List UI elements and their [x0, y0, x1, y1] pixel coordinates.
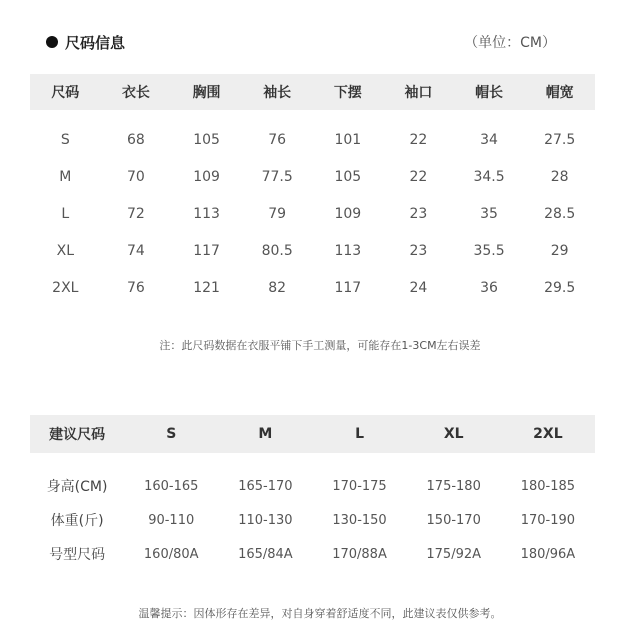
- size-cell: 113: [334, 242, 362, 259]
- section-title: 尺码信息: [65, 33, 126, 52]
- recommend-cell: 130-150: [332, 512, 387, 528]
- size-table-header-row: [30, 74, 595, 110]
- size-header-cell: 帽长: [454, 74, 525, 110]
- size-cell: L: [61, 205, 70, 222]
- size-cell: 29: [550, 242, 569, 259]
- recommend-cell: 90-110: [148, 512, 195, 528]
- size-cell: 76: [268, 131, 287, 148]
- size-cell: 109: [193, 168, 220, 185]
- size-header-cell: 帽宽: [524, 74, 595, 110]
- recommend-header-cell: XL: [407, 415, 501, 453]
- section-header: [46, 30, 556, 54]
- size-cell: 36: [480, 279, 498, 296]
- recommend-cell: 165-170: [238, 478, 293, 494]
- recommend-header-cell: 2XL: [501, 415, 595, 453]
- recommend-table-header-row: [30, 415, 595, 453]
- table-row: [30, 269, 595, 306]
- size-cell: 117: [334, 279, 362, 296]
- bullet-icon: [46, 36, 58, 48]
- size-cell: S: [60, 131, 70, 148]
- table-row: [30, 158, 595, 195]
- recommend-cell: 170-175: [332, 478, 387, 494]
- size-cell: 23: [409, 205, 428, 222]
- size-cell: 76: [127, 279, 145, 296]
- recommend-cell: 170/88A: [332, 546, 387, 562]
- table-row: [30, 453, 595, 503]
- size-cell: M: [59, 168, 72, 185]
- size-cell: 101: [334, 131, 362, 148]
- table-row: [30, 195, 595, 232]
- recommend-header-cell: M: [218, 415, 312, 453]
- size-cell: 117: [193, 242, 220, 259]
- size-table: [30, 74, 595, 306]
- size-header-cell: 尺码: [30, 74, 101, 110]
- recommend-cell: 165/84A: [238, 546, 293, 562]
- size-cell: 72: [127, 205, 145, 222]
- size-header-cell: 下摆: [313, 74, 384, 110]
- size-cell: 79: [268, 205, 287, 222]
- table-row: [30, 232, 595, 269]
- size-cell: 34: [480, 131, 498, 148]
- recommend-row-label: 体重(斤): [50, 513, 104, 529]
- size-cell: 82: [268, 279, 287, 296]
- size-cell: 105: [193, 131, 220, 148]
- size-cell: 35: [480, 205, 498, 222]
- recommend-cell: 160/80A: [143, 546, 199, 562]
- size-header-cell: 袖长: [242, 74, 313, 110]
- size-cell: 24: [409, 279, 428, 296]
- size-cell: 109: [334, 205, 362, 222]
- size-cell: 74: [127, 242, 145, 259]
- recommend-cell: 175-180: [426, 478, 481, 494]
- measurement-note: 注：此尺码数据在衣服平铺下手工测量，可能存在1-3CM左右误差: [159, 339, 481, 352]
- recommend-cell: 160-165: [144, 478, 199, 494]
- recommend-cell: 110-130: [238, 512, 293, 528]
- recommend-cell: 150-170: [426, 512, 481, 528]
- size-cell: 2XL: [52, 279, 79, 296]
- size-cell: 113: [193, 205, 220, 222]
- size-cell: 105: [334, 168, 362, 185]
- unit-label: （单位：CM）: [464, 35, 556, 51]
- size-header-cell: 胸围: [171, 74, 242, 110]
- table-row: [30, 503, 595, 537]
- recommend-row-label: 号型尺码: [49, 547, 106, 563]
- title-wrap: [46, 32, 125, 53]
- size-cell: 22: [409, 168, 428, 185]
- table-row: [30, 110, 595, 158]
- recommend-header-cell: 建议尺码: [30, 415, 124, 453]
- recommend-cell: 170-190: [520, 512, 576, 528]
- size-cell: 28: [550, 168, 569, 185]
- size-cell: 121: [193, 279, 220, 296]
- fit-tip: 温馨提示：因体形存在差异，对自身穿着舒适度不同，此建议表仅供参考。: [138, 607, 502, 620]
- recommend-cell: 180-185: [520, 478, 576, 494]
- recommend-cell: 175/92A: [426, 546, 482, 562]
- size-cell: 68: [127, 131, 145, 148]
- size-cell: 28.5: [544, 205, 576, 222]
- recommend-header-cell: S: [124, 415, 218, 453]
- size-cell: 34.5: [473, 168, 505, 185]
- table-row: [30, 537, 595, 571]
- recommend-table: [30, 415, 595, 571]
- size-cell: 35.5: [473, 242, 505, 259]
- size-cell: 80.5: [261, 242, 293, 259]
- size-cell: 27.5: [544, 131, 576, 148]
- size-cell: 29.5: [544, 279, 576, 296]
- recommend-row-label: 身高(CM): [46, 479, 108, 495]
- size-cell: XL: [56, 242, 74, 259]
- size-cell: 22: [409, 131, 428, 148]
- size-cell: 77.5: [261, 168, 293, 185]
- recommend-cell: 180/96A: [520, 546, 576, 562]
- size-cell: 23: [409, 242, 428, 259]
- size-header-cell: 袖口: [383, 74, 454, 110]
- size-header-cell: 衣长: [101, 74, 172, 110]
- size-cell: 70: [127, 168, 145, 185]
- recommend-header-cell: L: [312, 415, 406, 453]
